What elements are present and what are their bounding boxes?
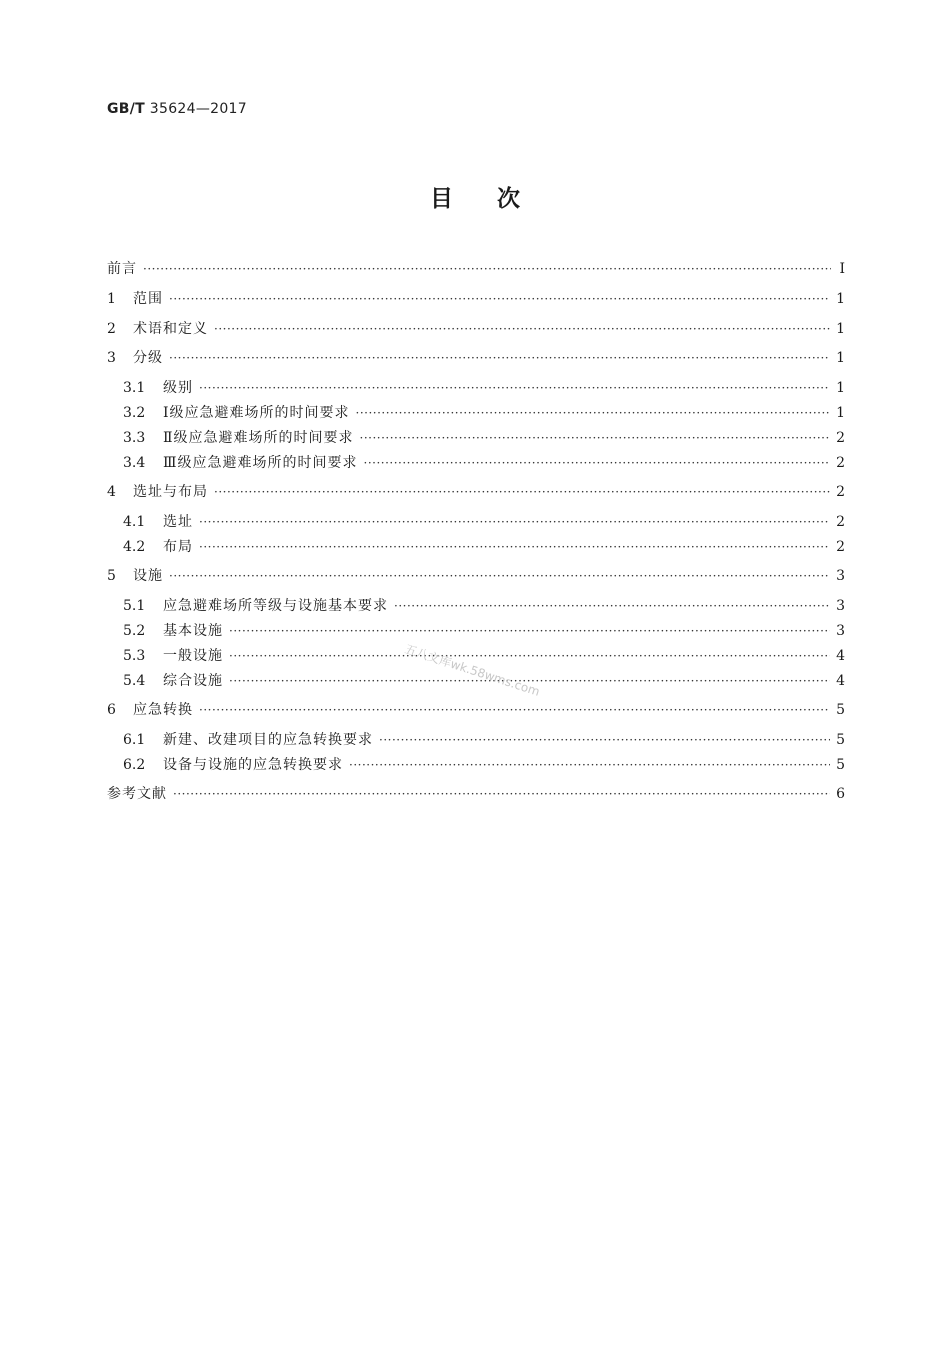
toc-leader-dots <box>143 256 831 282</box>
toc-entry[interactable] <box>107 479 845 505</box>
toc-leader-dots <box>169 563 830 589</box>
toc-entry-number: 4 <box>107 484 116 500</box>
toc-entry-title: 级别 <box>163 380 193 396</box>
toc-entry-number: 4.1 <box>123 514 146 530</box>
toc-entry-number: 6 <box>107 702 116 718</box>
toc-entry-title: 设施 <box>133 568 163 584</box>
toc-leader-dots <box>199 534 830 560</box>
toc-entry[interactable] <box>107 697 845 723</box>
toc-entry-title: 布局 <box>163 539 193 555</box>
toc-entry-number: 5 <box>107 568 116 584</box>
toc-entry-title: 选址与布局 <box>133 484 208 500</box>
toc-entry[interactable] <box>107 316 845 342</box>
toc-entry-page: 2 <box>836 514 845 530</box>
toc-leader-dots <box>349 752 830 778</box>
toc-entry-title: 选址 <box>163 514 193 530</box>
toc-entry-number: 5.3 <box>123 648 146 664</box>
toc-entry-title: 参考文献 <box>107 786 167 802</box>
toc-leader-dots <box>199 375 830 401</box>
toc-entry[interactable] <box>123 593 845 619</box>
toc-leader-dots <box>379 727 830 753</box>
toc-leader-dots <box>199 509 830 535</box>
toc-leader-dots <box>169 286 830 312</box>
toc-entry[interactable] <box>123 375 845 401</box>
toc-entry-page: 3 <box>836 623 845 639</box>
toc-leader-dots <box>214 479 830 505</box>
toc-entry-number: 4.2 <box>123 539 146 555</box>
toc-entry[interactable] <box>107 563 845 589</box>
toc-entry-page: 5 <box>836 757 845 773</box>
toc-entry-page: 2 <box>836 484 845 500</box>
toc-entry-page: 5 <box>836 732 845 748</box>
toc-entry[interactable] <box>107 256 845 282</box>
toc-entry-number: 2 <box>107 321 116 337</box>
toc-entry-number: 3.4 <box>123 455 146 471</box>
standard-number <box>107 101 247 117</box>
toc-leader-dots <box>229 643 830 669</box>
page-title: 目次 <box>430 186 564 212</box>
toc-leader-dots <box>214 316 830 342</box>
toc-entry-title: 综合设施 <box>163 673 223 689</box>
toc-entry-number: 1 <box>107 291 116 307</box>
toc-entry-title: 分级 <box>133 350 163 366</box>
toc-entry[interactable] <box>123 752 845 778</box>
toc-entry[interactable] <box>107 781 845 807</box>
toc-entry-page: 5 <box>836 702 845 718</box>
toc-entry-page: 1 <box>836 380 845 396</box>
toc-leader-dots <box>394 593 830 619</box>
toc-leader-dots <box>199 697 830 723</box>
toc-leader-dots <box>229 618 830 644</box>
toc-leader-dots <box>173 781 830 807</box>
toc-entry-page: 1 <box>836 350 845 366</box>
toc-entry[interactable] <box>123 509 845 535</box>
toc-entry-title: 术语和定义 <box>133 321 208 337</box>
toc-entry-page: 2 <box>836 539 845 555</box>
toc-entry[interactable] <box>107 345 845 371</box>
toc-entry[interactable] <box>107 286 845 312</box>
toc-entry-page: 3 <box>836 568 845 584</box>
toc-entry-number: 5.2 <box>123 623 146 639</box>
toc-leader-dots <box>360 425 831 451</box>
toc-leader-dots <box>169 345 830 371</box>
toc-entry-number: 5.1 <box>123 598 146 614</box>
toc-entry-number: 6.1 <box>123 732 146 748</box>
toc-entry-page: 2 <box>836 430 845 446</box>
toc-entry-title: 应急转换 <box>133 702 193 718</box>
toc-entry-page: 1 <box>836 291 845 307</box>
toc-entry[interactable] <box>123 534 845 560</box>
toc-entry-title: 一般设施 <box>163 648 223 664</box>
toc-entry-title: 应急避难场所等级与设施基本要求 <box>163 598 388 614</box>
toc-entry-title: 设备与设施的应急转换要求 <box>163 757 343 773</box>
toc-entry-number: 3 <box>107 350 116 366</box>
toc-entry-title: Ⅲ级应急避难场所的时间要求 <box>163 455 358 471</box>
standard-code: GB/T <box>107 101 146 117</box>
toc-entry-number: 3.1 <box>123 380 146 396</box>
toc-entry-title: 前言 <box>107 261 137 277</box>
toc-entry-page: 4 <box>836 673 845 689</box>
toc-entry-page: 6 <box>836 786 845 802</box>
toc-entry[interactable] <box>123 425 845 451</box>
toc-entry-title: Ⅰ级应急避难场所的时间要求 <box>163 405 350 421</box>
toc-leader-dots <box>356 400 831 426</box>
toc-entry[interactable] <box>123 727 845 753</box>
toc-entry-page: 4 <box>836 648 845 664</box>
toc-entry[interactable] <box>123 450 845 476</box>
toc-entry-title: 新建、改建项目的应急转换要求 <box>163 732 373 748</box>
toc-entry-number: 6.2 <box>123 757 146 773</box>
toc-entry-page: 2 <box>836 455 845 471</box>
toc-entry-page: 1 <box>836 321 845 337</box>
toc-entry-page: 1 <box>836 405 845 421</box>
toc-entry-number: 5.4 <box>123 673 146 689</box>
toc-entry-page: Ⅰ <box>839 261 845 277</box>
toc-entry-title: 基本设施 <box>163 623 223 639</box>
toc-entry[interactable] <box>123 618 845 644</box>
toc-entry-title: 范围 <box>133 291 163 307</box>
toc-entry-number: 3.3 <box>123 430 146 446</box>
toc-entry-page: 3 <box>836 598 845 614</box>
toc-entry[interactable] <box>123 400 845 426</box>
standard-year: 35624—2017 <box>149 101 247 117</box>
toc-leader-dots <box>364 450 831 476</box>
watermark: 五八文库wk.58wms.com <box>403 641 542 699</box>
toc-entry-number: 3.2 <box>123 405 146 421</box>
toc-entry-title: Ⅱ级应急避难场所的时间要求 <box>163 430 354 446</box>
